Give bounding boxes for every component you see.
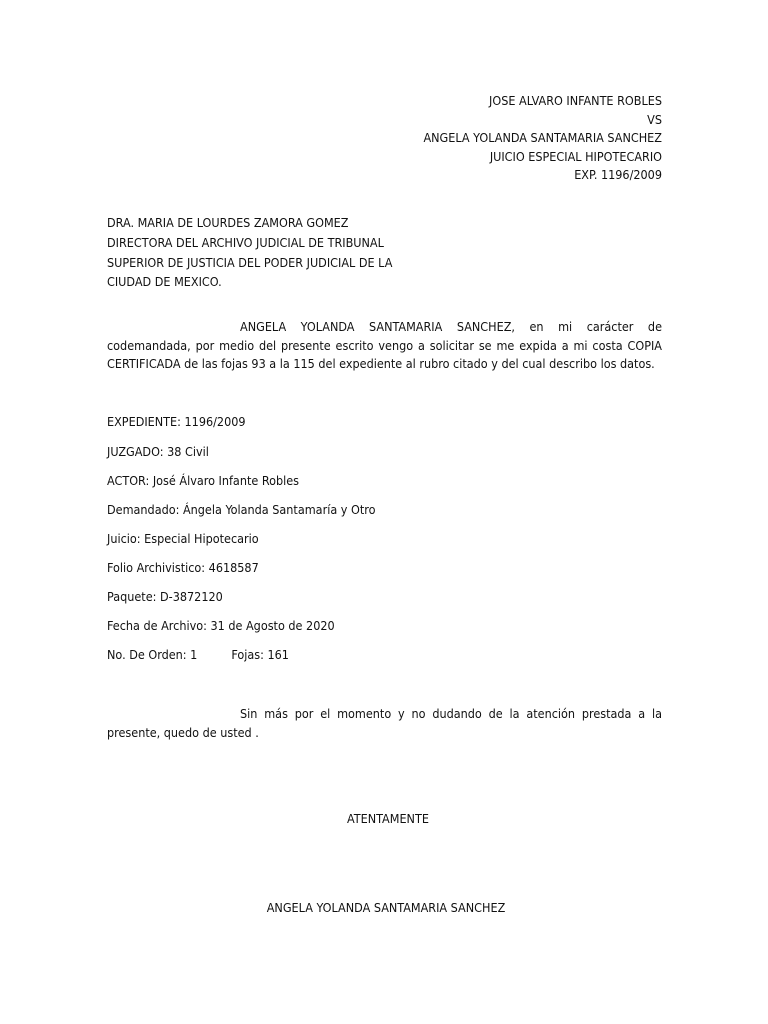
defendant-name: ANGELA YOLANDA SANTAMARIA SANCHEZ	[423, 130, 662, 145]
closing-text: Sin más por el momento y no dudando de la atención prestada a la presente, quedo de usted .	[107, 706, 662, 740]
signer-name: ANGELA YOLANDA SANTAMARIA SANCHEZ	[266, 900, 506, 915]
request-text: ANGELA YOLANDA SANTAMARIA SANCHEZ, en mi carácter de codemandada, por medio del presente escrito vengo a solicitar se me expida a mi costa COPIA CERTIFICADA de las fojas 93 a la 115 del expediente al rubro citado y del cual describo los datos.	[107, 319, 662, 371]
field-juzgado: JUZGADO: 38 Civil	[107, 444, 209, 459]
field-demandado: Demandado: Ángela Yolanda Santamaría y Otro	[107, 502, 376, 517]
field-juicio: Juicio: Especial Hipotecario	[107, 531, 259, 546]
field-paquete: Paquete: D-3872120	[107, 589, 223, 604]
case-header	[400, 92, 662, 185]
versus-label: VS	[647, 111, 662, 127]
case-number: EXP. 1196/2009	[574, 167, 662, 182]
addressee-block	[107, 213, 407, 292]
closing-paragraph	[107, 705, 662, 742]
field-fojas: Fojas: 161	[231, 647, 289, 662]
field-orden: No. De Orden: 1	[107, 647, 198, 662]
addressee-title-line2: SUPERIOR DE JUSTICIA DEL PODER JUDICIAL DE LA	[107, 254, 393, 270]
salutation: ATENTAMENTE	[347, 811, 429, 826]
field-actor: ACTOR: José Álvaro Infante Robles	[107, 473, 300, 488]
field-folio: Folio Archivistico: 4618587	[107, 560, 259, 575]
addressee-title-line1: DIRECTORA DEL ARCHIVO JUDICIAL DE TRIBUNAL	[107, 234, 384, 250]
field-fecha-archivo: Fecha de Archivo: 31 de Agosto de 2020	[107, 618, 335, 633]
addressee-name: DRA. MARIA DE LOURDES ZAMORA GOMEZ	[107, 215, 349, 230]
request-paragraph	[107, 318, 662, 374]
plaintiff-name: JOSE ALVARO INFANTE ROBLES	[489, 93, 662, 108]
addressee-title-line3: CIUDAD DE MEXICO.	[107, 274, 222, 290]
case-type: JUICIO ESPECIAL HIPOTECARIO	[489, 148, 662, 164]
field-expediente: EXPEDIENTE: 1196/2009	[107, 414, 246, 429]
field-orden-fojas	[107, 646, 289, 664]
